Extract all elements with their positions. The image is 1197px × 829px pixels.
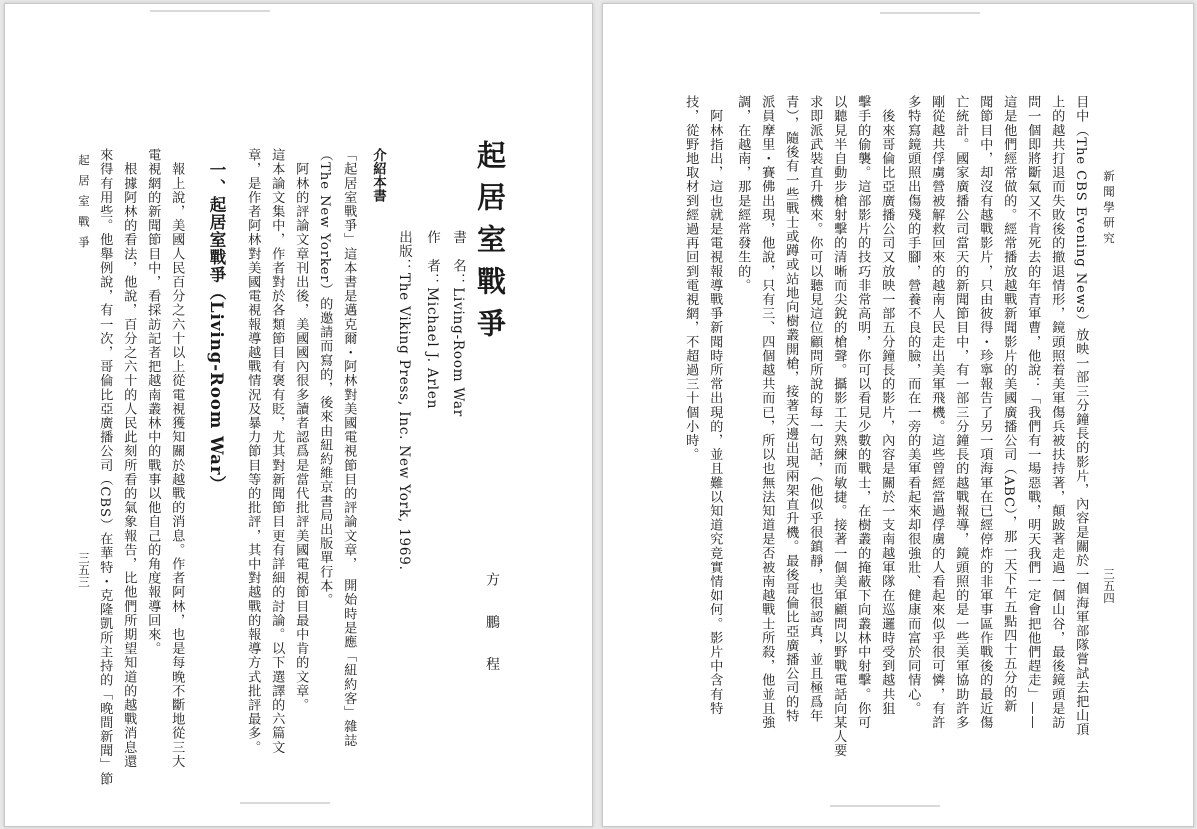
intro-p2-line1: 阿林的評論文章刊出後，美國國內很多讀者認爲是當代批評美國電視節目最中肯的文章。: [293, 148, 309, 712]
section-p2-line1: 根據阿林的看法，他說，百分之六十的人民此刻所看的氣象報告，比他們所期望知道的越戰消息還: [121, 148, 137, 769]
p1-line1: 目中（The CBS Evening News）放映一部三分鐘長的影片，內容是關於一個海軍部隊嘗試去把山頂: [1073, 95, 1089, 737]
p3-line2: 技，從野地取材到經過再回到電視網，不超過三十個小時。: [683, 95, 699, 462]
p1-line7: 剛從越共俘虜營被解救回來的越南人民走出美軍飛機。這些曾經當過俘虜的人看起來似乎很可憐，有許: [929, 95, 945, 730]
intro-p1-line2: （The New Yorker）的邀請而寫的，後來由紐約維京書局出版單行本。: [317, 148, 333, 608]
p1-line6: 亡統計。國家廣播公司當天的新聞節目中，有一部三分鐘長的越戰報導，鏡頭照的是一些美軍協助許多: [953, 95, 969, 730]
p2-line4: 求即派武裝直升機來。你可以聽見這位顧問所說的每一句話，（他似乎很鎮靜，也很認真，並且極爲年: [807, 95, 823, 723]
article-author: 方 鵬 程: [484, 572, 500, 683]
scan-artifact: [880, 12, 980, 14]
section-p1-line1: 報上說，美國人民百分之六十以上從電視獲知關於越戰的消息。作者阿林，也是每晚不斷地從三大: [169, 148, 185, 769]
p1-line8: 多特寫鏡頭照出傷殘的手腳，營養不良的臉，而在一旁的美軍看起來却很強壯、健康而富於同情心。: [905, 95, 921, 716]
p2-line2: 擊手的偷襲。這部影片的技巧非常高明，你可以看見少數的戰士，在樹叢的掩蔽下向叢林中射擊。你可: [855, 95, 871, 730]
p2-line3: 以聽見半自動步槍射擊的清晰而尖銳的槍聲。攝影工夫熟練而敏捷。接著一個美軍顧問以野戰電話向某人要: [831, 95, 847, 758]
p2-line6: 派員摩里・賽佛出現，他說，只有三、四個越共而已，所以也無法知道是否被南越戰士所殺，他並且強: [759, 95, 775, 730]
book-author-line: 作 者：Michael J. Arlen: [424, 230, 440, 410]
page-number-right: 三五四: [1102, 568, 1116, 604]
intro-heading: 介紹本書: [370, 148, 386, 202]
p2-line5: 青），隨後有一些戰士或蹲或站地向樹叢開槍，接著天邊出現兩架直升機。最後哥倫比亞廣播公司的特: [783, 95, 799, 723]
p1-line4: 這是他們經常做的。經常播放越戰新聞影片的美國廣播公司（ABC），那一天下午五點四十五分的新: [1001, 95, 1017, 713]
intro-p2-line3: 章，是作者阿林對美國電視報導越戰情況及暴力節目等的批評，其中對越戰的報導方式批評最多。: [245, 148, 261, 755]
p3-line1: 阿林指出，這也就是電視報導戰爭新聞時所常出現的，並且難以知道究竟實情如何。影片中含有特: [707, 95, 723, 716]
p2-line1: 後來哥倫比亞廣播公司又放映一部五分鐘長的影片，內容是關於一支南越軍隊在巡邏時受到越共狙: [879, 95, 895, 716]
page-number-left: 三五三: [77, 552, 91, 588]
running-title: 起居室戰爭: [77, 154, 91, 257]
intro-p1-line1: 「起居室戰爭」這本書是邁克爾・阿林對美國電視節目的評論文章， 開始時是應「紐約客」雜誌: [341, 148, 357, 748]
article-title: 起居室戰爭: [473, 140, 507, 350]
book-title-line: 書 名：Living-Room War: [450, 230, 466, 418]
section-title: 一、起居室戰爭（Living-Room War）: [207, 161, 226, 494]
book-publisher-line: 出版：The Viking Press, Inc. New York, 1969.: [396, 230, 412, 571]
p1-line5: 聞節目中，却沒有越戰影片，只由彼得・珍寧報告了另一項海軍在已經停炸的非軍事區作戰後的最近傷: [977, 95, 993, 730]
p1-line3: 問一個即將斷氣又不肯死去的年青軍曹，他說：「我們有一場惡戰，明天我們一定會把他們趕走」——: [1025, 95, 1041, 730]
section-p1-line2: 電視網的新聞節目中，看採訪記者把越南叢林中的戰事以他自己的角度報導回來。: [145, 148, 161, 656]
scan-artifact: [240, 802, 330, 804]
scan-artifact: [150, 10, 270, 12]
scan-artifact: [830, 805, 940, 807]
p1-line2: 上的越共打退而失敗後的撤退情形，鏡頭照着美軍傷兵被扶持著，顛跛著走過一個山谷，最後鏡頭是訪: [1049, 95, 1065, 730]
journal-name: 新聞學研究: [1102, 170, 1116, 248]
intro-p2-line2: 這本論文集中，作者對於各類節目有褒有貶，尤其對新聞節目更有詳細的討論。以下選譯的六篇文: [269, 148, 285, 755]
p2-line7: 調，在越南，那是經常發生的。: [735, 95, 751, 293]
section-p2-line2: 來得有用些。他舉例說，有一次，哥倫比亞廣播公司（CBS）在華特・克隆凱所主持的「晚間新聞」節: [97, 148, 113, 786]
